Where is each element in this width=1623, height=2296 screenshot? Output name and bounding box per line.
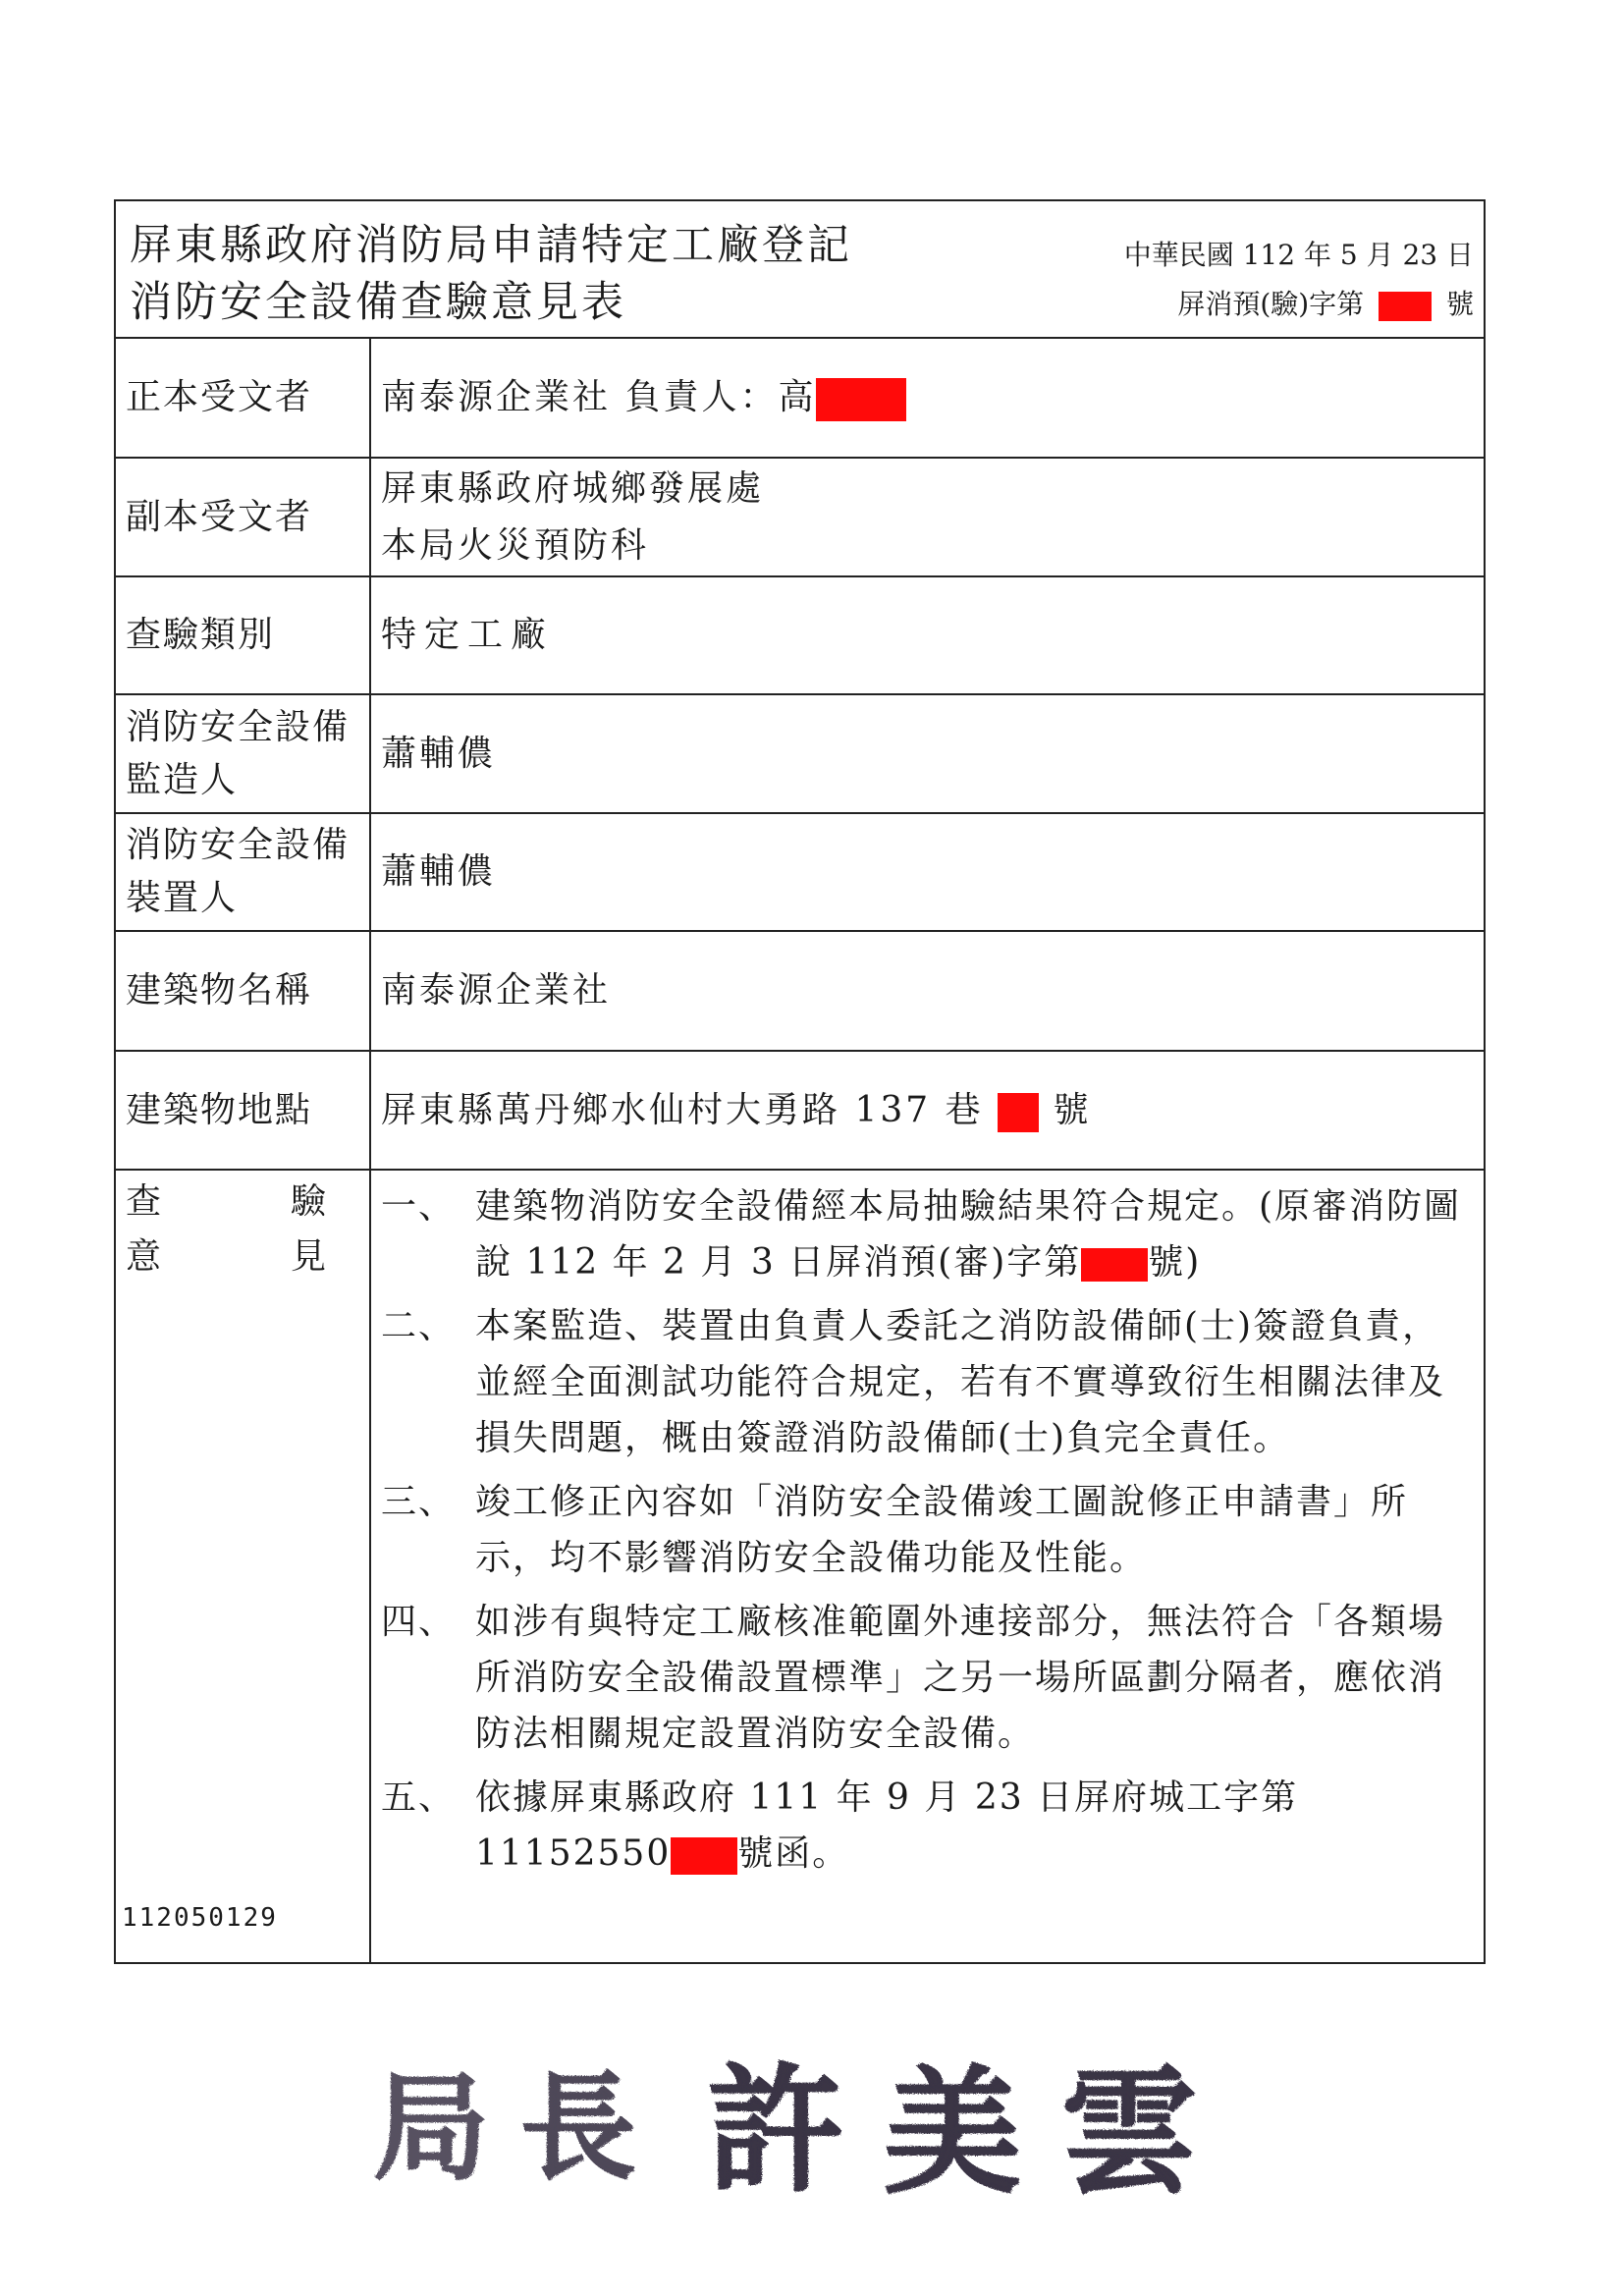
opinion-item-text-tail: 號函。 (737, 1833, 850, 1874)
svg-text:長: 長 (520, 2059, 637, 2196)
document-number-prefix: 屏消預(驗)字第 (1177, 288, 1365, 320)
opinion-items (381, 1171, 1474, 1882)
opinion-item-text: 竣工修正內容如「消防安全設備竣工圖說修正申請書」所示，均不影響消防安全設備功能及性能。 (475, 1482, 1409, 1578)
document-header (114, 199, 1486, 338)
opinion-item-text-tail: 號) (1148, 1242, 1202, 1283)
row-supervisor (115, 694, 1485, 813)
opinion-item-text-main: 建築物消防安全設備經本局抽驗結果符合規定。(原審消防圖說 112 年 2 月 3 日屏消預(審)字第 (475, 1186, 1462, 1283)
document-title (130, 217, 852, 331)
label-installer-line-2: 裝置人 (126, 878, 239, 918)
row-inspection-type (115, 576, 1485, 694)
opinion-item (381, 1770, 1474, 1882)
opinion-label-char-3: 意 (126, 1236, 164, 1277)
redaction-block (998, 1093, 1039, 1132)
label-original-recipient: 正本受文者 (115, 338, 370, 458)
inspection-form-table (114, 337, 1486, 1964)
opinion-item (381, 1178, 1474, 1290)
redaction-block (671, 1837, 737, 1875)
value-installer: 蕭輔儂 (370, 813, 1485, 931)
label-installer (115, 813, 370, 931)
svg-text:許: 許 (707, 2050, 845, 2200)
value-supervisor: 蕭輔儂 (370, 694, 1485, 813)
row-building-location (115, 1051, 1485, 1170)
opinion-item-text: 本案監造、裝置由負責人委託之消防設備師(士)簽證負責，並經全面測試功能符合規定，若有不實導致衍生相關法律及損失問題，概由簽證消防設備師(士)負完全責任。 (475, 1306, 1446, 1458)
redaction-block (1081, 1248, 1148, 1282)
label-installer-line-1: 消防安全設備 (126, 825, 351, 865)
label-supervisor-line-1: 消防安全設備 (126, 706, 351, 747)
title-line-1: 屏東縣政府消防局申請特定工廠登記 (130, 221, 852, 270)
opinion-label-char-2: 驗 (291, 1181, 329, 1222)
label-building-name: 建築物名稱 (115, 931, 370, 1051)
opinion-item-text (475, 1770, 1474, 1882)
value-building-name: 南泰源企業社 (370, 931, 1485, 1051)
document-meta (1124, 231, 1474, 329)
row-copy-recipient (115, 458, 1485, 576)
row-building-name (115, 931, 1485, 1051)
opinion-item-text: 如涉有與特定工廠核准範圍外連接部分，無法符合「各類場所消防安全設備設置標準」之另一場所區劃分隔者，應依消防法相關規定設置消防安全設備。 (475, 1602, 1446, 1754)
label-supervisor-line-2: 監造人 (126, 759, 239, 800)
row-original-recipient (115, 338, 1485, 458)
redaction-block (1379, 292, 1432, 321)
value-copy-recipient (370, 458, 1485, 576)
copy-recipient-line-1: 屏東縣政府城鄉發展處 (381, 467, 765, 509)
document-number-suffix: 號 (1445, 288, 1474, 320)
label-copy-recipient: 副本受文者 (115, 458, 370, 576)
opinion-label-char-1: 查 (126, 1181, 164, 1222)
signature-stamp-graphic (373, 2043, 1237, 2200)
value-building-location (370, 1051, 1485, 1170)
opinion-item (381, 1474, 1474, 1586)
opinion-item-text-main: 依據屏東縣政府 111 年 9 月 23 日屏府城工字第 11152550 (475, 1777, 1299, 1874)
opinion-item-number: 二、 (381, 1306, 457, 1346)
building-location-suffix: 號 (1053, 1089, 1092, 1130)
value-inspection-opinion (370, 1170, 1485, 1963)
original-recipient-text: 南泰源企業社 負責人：高 (381, 377, 817, 417)
label-supervisor (115, 694, 370, 813)
opinion-item (381, 1298, 1474, 1466)
opinion-item-number: 五、 (381, 1777, 457, 1818)
director-signature-stamp (373, 2043, 1237, 2200)
opinion-label-char-4: 見 (291, 1236, 329, 1277)
svg-text:局: 局 (373, 2059, 490, 2196)
document-date: 中華民國 112 年 5 月 23 日 (1123, 239, 1474, 271)
opinion-item-number: 一、 (381, 1186, 457, 1227)
label-building-location: 建築物地點 (115, 1051, 370, 1170)
opinion-item-number: 四、 (381, 1602, 457, 1642)
value-original-recipient (370, 338, 1485, 458)
opinion-item-text (475, 1178, 1474, 1290)
opinion-item-number: 三、 (381, 1482, 457, 1522)
opinion-item (381, 1594, 1474, 1762)
label-inspection-opinion (115, 1170, 370, 1963)
value-inspection-type: 特定工廠 (370, 576, 1485, 694)
svg-text:美: 美 (884, 2052, 1022, 2200)
title-line-2: 消防安全設備查驗意見表 (130, 278, 626, 327)
building-location-text: 屏東縣萬丹鄉水仙村大勇路 137 巷 (381, 1089, 984, 1130)
opinion-label-box (122, 1171, 359, 1960)
svg-text:雲: 雲 (1060, 2052, 1199, 2200)
document-number (1124, 280, 1474, 329)
label-inspection-type: 查驗類別 (115, 576, 370, 694)
row-inspection-opinion (115, 1170, 1485, 1963)
document-id: 112050129 (122, 1903, 278, 1933)
copy-recipient-line-2: 本局火災預防科 (381, 524, 650, 566)
row-installer (115, 813, 1485, 931)
redaction-block (816, 378, 906, 421)
